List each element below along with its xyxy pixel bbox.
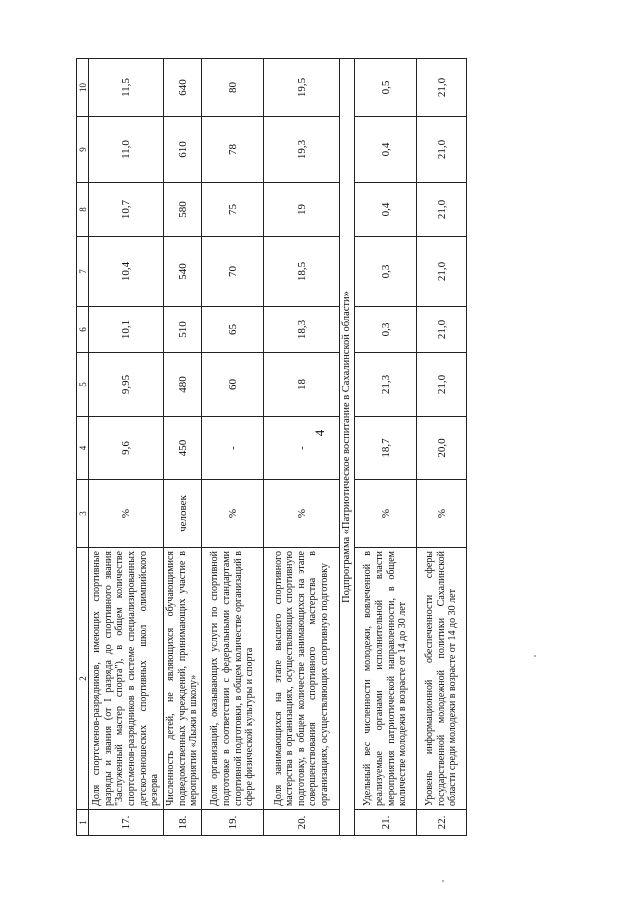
value-cell: 65 bbox=[202, 307, 264, 353]
value-cell: 20,0 bbox=[417, 417, 467, 480]
header-cell: 3 bbox=[77, 480, 89, 548]
unit-cell: % bbox=[264, 480, 340, 548]
value-cell: 21,0 bbox=[417, 183, 467, 237]
value-cell: 10,1 bbox=[89, 307, 164, 353]
header-cell: 5 bbox=[77, 353, 89, 417]
value-cell: 640 bbox=[164, 59, 202, 117]
value-cell: 18,5 bbox=[264, 237, 340, 307]
header-cell: 4 bbox=[77, 417, 89, 480]
unit-cell: % bbox=[417, 480, 467, 548]
value-cell: 610 bbox=[164, 117, 202, 183]
value-cell: 0,3 bbox=[355, 307, 417, 353]
unit-cell: человек bbox=[164, 480, 202, 548]
value-cell: 21,3 bbox=[355, 353, 417, 417]
subprogram-title: Подпрограмма «Патриотическое воспитание в Сахалинской области» bbox=[340, 59, 355, 836]
value-cell: - bbox=[264, 417, 340, 480]
value-cell: 10,7 bbox=[89, 183, 164, 237]
value-cell: 60 bbox=[202, 353, 264, 417]
value-cell: 0,4 bbox=[355, 183, 417, 237]
value-cell: 19,3 bbox=[264, 117, 340, 183]
value-cell: 18,3 bbox=[264, 307, 340, 353]
value-cell: 480 bbox=[164, 353, 202, 417]
row-number: 19. bbox=[202, 810, 264, 836]
value-cell: 10,4 bbox=[89, 237, 164, 307]
value-cell: 78 bbox=[202, 117, 264, 183]
value-cell: 9,6 bbox=[89, 417, 164, 480]
table-header-row bbox=[77, 59, 89, 836]
header-cell: 7 bbox=[77, 237, 89, 307]
indicator-name: Доля спортсменов-разрядников, имеющих спортивные разряды и звания (от I разряда до спортивного звания "Заслуженный мастер спорта"), в общем количестве спортсменов-разрядников в системе специализированных детско-юношеских спортивных школ олимпийского резерва bbox=[89, 548, 164, 810]
value-cell: 21,0 bbox=[417, 307, 467, 353]
indicator-name: Численность детей, не являющихся обучающимися подведомственных учреждений, принимающих участие в мероприятии «Лыжи в школу» bbox=[164, 548, 202, 810]
value-cell: 21,0 bbox=[417, 59, 467, 117]
value-cell: 80 bbox=[202, 59, 264, 117]
value-cell: 9,95 bbox=[89, 353, 164, 417]
scan-speck bbox=[442, 880, 444, 882]
value-cell: 18 bbox=[264, 353, 340, 417]
header-cell: 9 bbox=[77, 117, 89, 183]
value-cell: 19 bbox=[264, 183, 340, 237]
value-cell: 540 bbox=[164, 237, 202, 307]
table-row bbox=[355, 59, 417, 836]
value-cell: 75 bbox=[202, 183, 264, 237]
table-row bbox=[89, 59, 164, 836]
rotated-table-container bbox=[76, 59, 459, 836]
unit-cell: % bbox=[202, 480, 264, 548]
value-cell: 0,5 bbox=[355, 59, 417, 117]
row-number: 18. bbox=[164, 810, 202, 836]
row-number: 22. bbox=[417, 810, 467, 836]
value-cell: 580 bbox=[164, 183, 202, 237]
indicator-name: Доля организаций, оказывающих услуги по спортивной подготовке в соответствии с федеральными стандартами спортивной подготовки, в общем количестве организаций в сфере физической культуры и спорта bbox=[202, 548, 264, 810]
value-cell: 21,0 bbox=[417, 117, 467, 183]
value-cell: 21,0 bbox=[417, 353, 467, 417]
header-cell: 10 bbox=[77, 59, 89, 117]
header-cell: 8 bbox=[77, 183, 89, 237]
row-number: 17. bbox=[89, 810, 164, 836]
value-cell: 11,0 bbox=[89, 117, 164, 183]
value-cell: 18,7 bbox=[355, 417, 417, 480]
value-cell: 19,5 bbox=[264, 59, 340, 117]
indicator-name: Доля занимающихся на этапе высшего спортивного мастерства в организациях, осуществляющих спортивную подготовку, в общем количестве занимающихся на этапе совершенствования спортивного мастерства в организациях, осуществляющих спортивную подготовку bbox=[264, 548, 340, 810]
unit-cell: % bbox=[89, 480, 164, 548]
scan-speck bbox=[534, 655, 536, 657]
page-number: 4 bbox=[312, 429, 327, 437]
row-number: 21. bbox=[355, 810, 417, 836]
header-cell: 6 bbox=[77, 307, 89, 353]
header-cell: 2 bbox=[77, 548, 89, 810]
subprogram-row bbox=[340, 59, 355, 836]
value-cell: 510 bbox=[164, 307, 202, 353]
table-row bbox=[417, 59, 467, 836]
value-cell: 11,5 bbox=[89, 59, 164, 117]
table-row bbox=[264, 59, 340, 836]
value-cell: 0,4 bbox=[355, 117, 417, 183]
row-number: 20. bbox=[264, 810, 340, 836]
value-cell: 21,0 bbox=[417, 237, 467, 307]
value-cell: 0,3 bbox=[355, 237, 417, 307]
value-cell: 450 bbox=[164, 417, 202, 480]
indicator-name: Удельный вес численности молодежи, вовлеченной в реализуемые органами исполнительной власти мероприятия патриотической направленности, в общем количестве молодежи в возрасте от 14 до 30 лет bbox=[355, 548, 417, 810]
value-cell: - bbox=[202, 417, 264, 480]
value-cell: 70 bbox=[202, 237, 264, 307]
indicator-name: Уровень информационной обеспеченности сферы государственной молодежной политики Сахалинской области среди молодежи в возрасте от 14 до 30 лет bbox=[417, 548, 467, 810]
unit-cell: % bbox=[355, 480, 417, 548]
header-cell: 1 bbox=[77, 810, 89, 836]
table-row bbox=[202, 59, 264, 836]
indicators-table bbox=[76, 58, 467, 836]
table-row bbox=[164, 59, 202, 836]
